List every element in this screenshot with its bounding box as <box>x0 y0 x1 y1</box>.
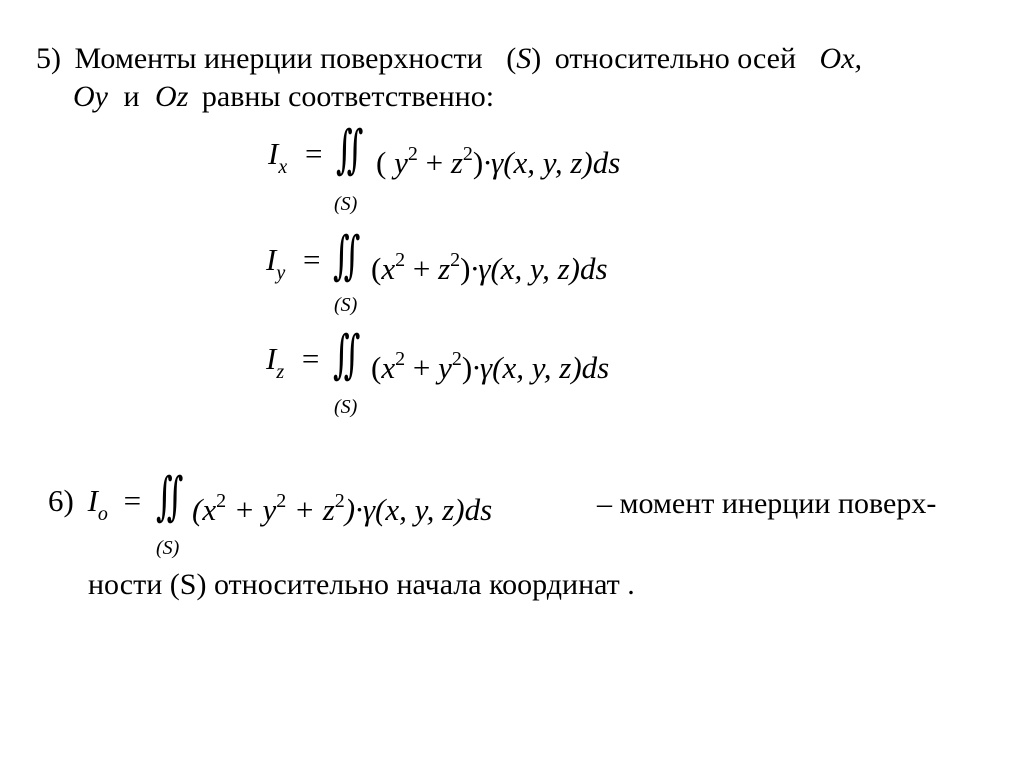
term-a: y <box>394 145 408 180</box>
formula-iy <box>266 243 320 290</box>
integration-region: (S) <box>334 396 358 418</box>
paren-close: ) <box>460 251 471 286</box>
item5-axis-oy: Oy <box>73 80 108 113</box>
density-term: )·γ(x, y, z)ds <box>344 492 493 527</box>
item6-lead <box>48 484 141 531</box>
density-term: ·γ(x, y, z)ds <box>470 251 608 286</box>
moment-symbol: I <box>87 483 98 518</box>
moment-symbol: I <box>266 242 277 277</box>
formula-iz <box>266 342 319 389</box>
term-b: y <box>438 350 452 385</box>
moment-subscript: o <box>97 503 108 525</box>
exponent: 2 <box>450 249 461 271</box>
item6-number: 6) <box>48 483 74 518</box>
formula-iz-body <box>371 342 609 385</box>
exponent: 2 <box>334 490 345 512</box>
term-x: (x <box>192 492 217 527</box>
density-term: ·γ(x, y, z)ds <box>472 350 610 385</box>
term-b: z <box>438 251 451 286</box>
exponent: 2 <box>462 143 473 165</box>
formula-ix-body <box>376 137 620 180</box>
item5-text1: Моменты инерции поверхности <box>74 42 483 75</box>
term-a: x <box>381 251 396 286</box>
item5-surface: (S) <box>506 42 542 75</box>
double-integral-icon: ∬ <box>333 226 361 286</box>
term-b: z <box>450 145 463 180</box>
item5-line2 <box>73 80 494 114</box>
density-term: ·γ(x, y, z)ds <box>483 145 621 180</box>
term-z: + z <box>294 492 335 527</box>
double-integral-icon: ∬ <box>156 467 184 527</box>
item5-number: 5) <box>36 42 61 75</box>
item6-text1: – момент инерции поверх- <box>597 487 937 520</box>
integration-region: (S) <box>334 294 358 316</box>
moment-subscript: y <box>276 262 286 284</box>
formula-iy-body <box>371 243 608 286</box>
equals-sign: = <box>302 242 321 277</box>
formula-ix <box>268 137 322 184</box>
equals-sign: = <box>304 136 323 171</box>
integration-region: (S) <box>334 193 358 215</box>
exponent: 2 <box>276 490 287 512</box>
item5-line1 <box>36 42 862 76</box>
plus-sign: + <box>412 350 431 385</box>
item6-text2: ности (S) относительно начала координат . <box>88 568 635 601</box>
equals-sign: = <box>301 341 320 376</box>
item5-axis-ox: Ox, <box>819 42 863 75</box>
double-integral-icon: ∬ <box>333 325 361 385</box>
exponent: 2 <box>407 143 418 165</box>
item5-text2: относительно осей <box>554 42 797 75</box>
moment-subscript: x <box>278 156 288 178</box>
moment-symbol: I <box>268 136 279 171</box>
exponent: 2 <box>395 348 406 370</box>
plus-sign: + <box>425 145 444 180</box>
exponent: 2 <box>395 249 406 271</box>
exponent: 2 <box>451 348 462 370</box>
equals-sign: = <box>123 483 142 518</box>
term-y: + y <box>233 492 277 527</box>
term-a: x <box>381 350 396 385</box>
item5-axis-oz: Oz <box>155 80 189 113</box>
paren-close: ) <box>472 145 484 180</box>
integration-region: (S) <box>156 537 180 559</box>
double-integral-icon: ∬ <box>336 120 364 180</box>
paren-close: ) <box>461 350 473 385</box>
exponent: 2 <box>216 490 227 512</box>
item5-conj: и <box>123 80 140 113</box>
paren-open: ( <box>376 145 387 180</box>
item5-text3: равны соответственно: <box>201 80 495 113</box>
paren-open: ( <box>371 350 382 385</box>
plus-sign: + <box>412 251 431 286</box>
moment-subscript: z <box>276 361 285 383</box>
paren-open: ( <box>371 251 382 286</box>
moment-symbol: I <box>266 341 277 376</box>
item6-formula-body <box>192 484 492 527</box>
